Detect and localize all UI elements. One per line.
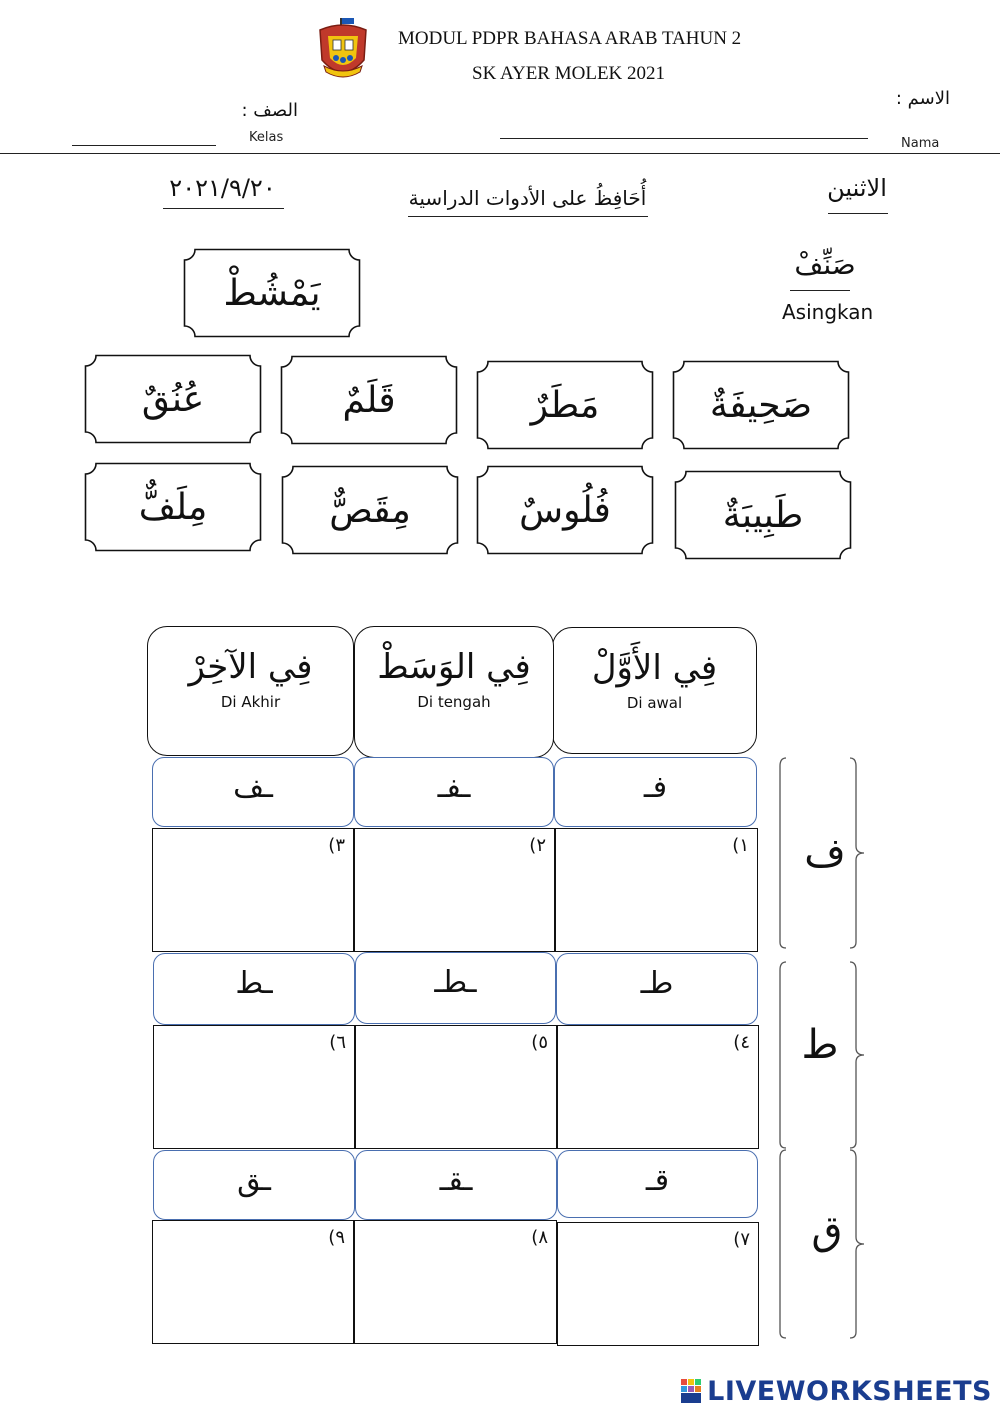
word-card[interactable]	[674, 470, 852, 560]
answer-number: ٣)	[328, 835, 345, 856]
class-label-ar: الصف :	[241, 100, 298, 121]
letter-form-final: ـط	[153, 953, 355, 1025]
header-di-tengah	[354, 626, 554, 758]
date-underline	[163, 208, 284, 209]
header-ar-text: فِي الآخِرْ	[188, 647, 313, 687]
lesson-day: الاثنين	[827, 174, 887, 202]
name-label-ar: الاسم :	[895, 88, 950, 109]
name-label-en: Nama	[901, 136, 940, 151]
liveworksheets-brand[interactable]	[681, 1376, 992, 1407]
word-text: قَلَمٌ	[342, 379, 396, 421]
answer-box-3[interactable]	[152, 828, 354, 952]
header-divider	[0, 153, 1000, 154]
word-card[interactable]	[280, 355, 458, 445]
answer-box-1[interactable]	[555, 828, 758, 952]
answer-number: ١)	[732, 835, 749, 856]
header-en-text: Di tengah	[417, 693, 491, 711]
header-ar-text: فِي الوَسَطْ	[377, 647, 531, 687]
answer-number: ٢)	[529, 835, 546, 856]
letter-form-initial: قـ	[557, 1150, 758, 1218]
answer-number: ٤)	[733, 1032, 750, 1053]
example-word-card	[183, 248, 361, 338]
word-card[interactable]	[672, 360, 850, 450]
module-title: MODUL PDPR BAHASA ARAB TAHUN 2	[398, 28, 742, 49]
word-text: مِلَفٌّ	[138, 486, 208, 528]
letter-form-medial: ـفـ	[354, 757, 554, 827]
word-card[interactable]	[84, 354, 262, 444]
name-field[interactable]	[500, 138, 868, 139]
answer-box-6[interactable]	[153, 1025, 355, 1149]
word-card[interactable]	[476, 360, 654, 450]
word-card[interactable]	[476, 465, 654, 555]
header-ar-text: فِي الأَوَّلْ	[591, 648, 718, 688]
word-text: مَطَرٌ	[530, 384, 600, 426]
brand-name: LIVEWORKSHEETS	[707, 1376, 992, 1407]
group-letter: ق	[811, 1208, 843, 1254]
instruction-underline	[790, 290, 850, 291]
instruction-ar: صَنِّفْ	[794, 248, 856, 281]
word-card[interactable]	[84, 462, 262, 552]
group-letter: ف	[804, 830, 846, 876]
answer-number: ٩)	[328, 1227, 345, 1248]
title-underline	[408, 216, 648, 217]
answer-box-7[interactable]	[557, 1222, 759, 1346]
school-crest-icon	[316, 18, 370, 82]
example-word: يَمْشُطْ	[223, 272, 321, 314]
letter-form-medial: ـقـ	[355, 1150, 557, 1220]
letter-form-final: ـق	[153, 1150, 355, 1220]
letter-form-medial: ـطـ	[355, 952, 556, 1024]
header-en-text: Di Akhir	[220, 693, 281, 711]
word-text: مِقَصٌّ	[329, 489, 411, 531]
lesson-date: ٢٠٢١/٩/٢٠	[169, 174, 276, 202]
class-field[interactable]	[72, 145, 216, 146]
answer-box-5[interactable]	[355, 1025, 557, 1149]
header-di-awal	[552, 627, 757, 754]
group-letter: ط	[801, 1022, 839, 1068]
answer-box-8[interactable]	[354, 1220, 557, 1344]
answer-number: ٨)	[531, 1227, 548, 1248]
word-text: فُلُوسٌ	[519, 489, 611, 531]
liveworksheets-logo-icon	[681, 1379, 703, 1405]
day-underline	[828, 213, 888, 214]
answer-box-4[interactable]	[557, 1025, 759, 1149]
word-text: طَبِيبَةٌ	[722, 494, 804, 536]
answer-number: ٧)	[733, 1229, 750, 1250]
letter-form-initial: فـ	[554, 757, 757, 827]
header-di-akhir	[147, 626, 354, 756]
answer-number: ٦)	[329, 1032, 346, 1053]
word-text: صَحِيفَةٌ	[709, 384, 813, 426]
word-card[interactable]	[281, 465, 459, 555]
letter-form-final: ـف	[152, 757, 354, 827]
school-name: SK AYER MOLEK 2021	[472, 63, 666, 84]
answer-box-9[interactable]	[152, 1220, 354, 1344]
answer-box-2[interactable]	[354, 828, 555, 952]
class-label-en: Kelas	[249, 130, 284, 145]
header-en-text: Di awal	[626, 694, 683, 712]
answer-number: ٥)	[531, 1032, 548, 1053]
letter-form-initial: طـ	[556, 953, 758, 1025]
instruction-en: Asingkan	[782, 300, 874, 324]
word-text: عُنُقٌ	[141, 378, 205, 420]
lesson-title: أُحَافِظُ على الأدوات الدراسية	[408, 186, 647, 210]
